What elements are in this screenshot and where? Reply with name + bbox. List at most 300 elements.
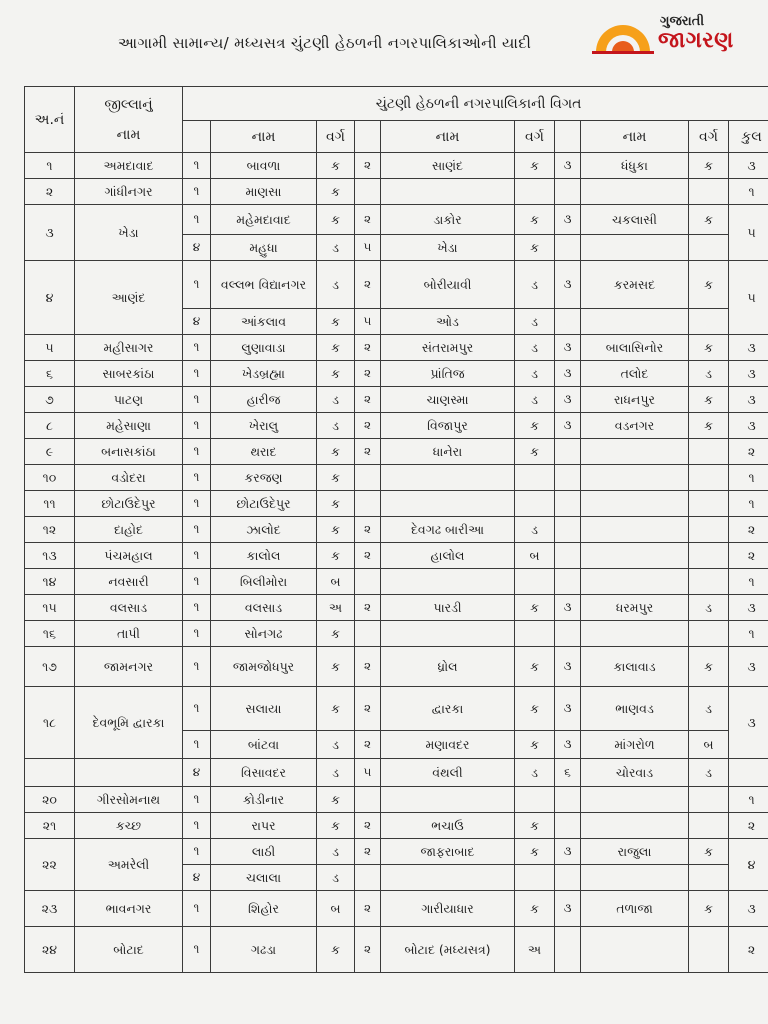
class-cell: ડ [515,759,555,787]
num-cell [555,235,581,261]
class-cell [515,621,555,647]
class-cell [689,865,729,891]
num-cell: ૨ [355,927,381,973]
class-cell [689,927,729,973]
class-cell: ક [317,335,355,361]
table-row [25,927,768,973]
num-cell: ૧ [183,153,211,179]
class-cell: ક [317,647,355,687]
name-cell [381,621,515,647]
district-cell [75,759,183,787]
serial-cell: ૧૨ [25,517,75,543]
class-cell [515,787,555,813]
total-cell: ૧ [729,787,768,813]
name-cell: રાપર [211,813,317,839]
total-cell: ૩ [729,647,768,687]
num-cell [355,465,381,491]
district-cell: દાહોદ [75,517,183,543]
name-cell: બાવળા [211,153,317,179]
name-cell [381,569,515,595]
name-cell: ખેરાલુ [211,413,317,439]
district-cell: તાપી [75,621,183,647]
name-cell: ધ્રોલ [381,647,515,687]
name-cell [581,621,689,647]
class-cell: ડ [317,839,355,865]
num-cell: ૨ [355,517,381,543]
name-cell: કરમસદ [581,261,689,309]
class-header-3: વર્ગ [689,121,729,153]
class-cell: ડ [515,335,555,361]
page-title: આગામી સામાન્ય/ મધ્યસત્ર ચુંટણી હેઠળની નગરપાલિકાઓની યાદી [118,34,532,52]
gujarati-jagran-logo [592,14,757,56]
total-cell: ૪ [729,839,768,891]
district-cell: છોટાઉદેપુર [75,491,183,517]
total-header: કુલ [729,121,768,153]
total-cell: ૫ [729,205,768,261]
serial-cell: ૧૦ [25,465,75,491]
total-cell: ૩ [729,335,768,361]
num-cell: ૧ [183,517,211,543]
num-cell: ૩ [555,731,581,759]
name-cell: સોનગઢ [211,621,317,647]
total-cell: ૨ [729,543,768,569]
sun-logo-icon [592,18,654,54]
name-cell [581,543,689,569]
class-cell: ક [317,205,355,235]
num-cell: ૨ [355,387,381,413]
serial-cell: ૧૪ [25,569,75,595]
class-cell: ડ [317,731,355,759]
num-cell: ૧ [183,543,211,569]
total-cell: ૩ [729,387,768,413]
class-cell: ડ [317,261,355,309]
num-cell: ૪ [183,309,211,335]
class-cell [689,621,729,647]
logo-big-text: જાગરણ [658,28,734,53]
name-cell: ચોરવાડ [581,759,689,787]
name-cell: ઝાલોદ [211,517,317,543]
table-row [25,413,768,439]
district-cell: ગીરસોમનાથ [75,787,183,813]
class-cell: ક [689,387,729,413]
name-cell: સંતરામપુર [381,335,515,361]
serial-cell: ૪ [25,261,75,335]
class-cell: ક [689,335,729,361]
table-body [25,153,768,973]
serial-cell: ૬ [25,361,75,387]
num-cell: ૩ [555,595,581,621]
total-cell: ૧ [729,465,768,491]
name-cell: જાફરાબાદ [381,839,515,865]
serial-cell: ૨૦ [25,787,75,813]
num-cell [555,813,581,839]
class-cell: ક [515,731,555,759]
num-cell: ૧ [183,595,211,621]
num-cell: ૩ [555,335,581,361]
class-cell [689,179,729,205]
num-cell: ૧ [183,891,211,927]
num-cell [555,621,581,647]
class-cell [689,465,729,491]
name-cell [381,787,515,813]
table-row [25,153,768,179]
district-cell: અમરેલી [75,839,183,891]
num-cell [555,491,581,517]
num-cell [555,865,581,891]
class-cell: ક [317,179,355,205]
num-cell: ૨ [355,153,381,179]
num-cell: ૧ [183,731,211,759]
total-cell: ૩ [729,891,768,927]
serial-cell [25,759,75,787]
class-cell: ક [317,465,355,491]
num-cell: ૩ [555,361,581,387]
class-cell: અ [317,595,355,621]
name-cell: ચકલાસી [581,205,689,235]
num-cell: ૪ [183,759,211,787]
num-cell: ૧ [183,491,211,517]
num-cell [555,787,581,813]
table-row [25,647,768,687]
class-cell: ક [515,687,555,731]
num-cell: ૩ [555,687,581,731]
name-cell [381,865,515,891]
name-cell: કરજણ [211,465,317,491]
class-cell: ક [689,839,729,865]
class-cell: ક [515,439,555,465]
total-cell: ૨ [729,813,768,839]
class-cell: ક [515,153,555,179]
serial-cell: ૮ [25,413,75,439]
name-cell: સલાયા [211,687,317,731]
district-header-line2: નામ [116,126,141,143]
class-cell: ક [515,647,555,687]
name-cell [581,787,689,813]
class-cell: ક [689,261,729,309]
name-cell: ભચાઉ [381,813,515,839]
class-cell: ડ [317,387,355,413]
class-cell [689,787,729,813]
serial-cell: ૫ [25,335,75,361]
name-cell: ધાનેરા [381,439,515,465]
class-cell: બ [317,569,355,595]
num-cell: ૩ [555,261,581,309]
num-cell: ૧ [183,335,211,361]
num-cell: ૨ [355,413,381,439]
total-cell: ૩ [729,361,768,387]
district-cell: વલસાડ [75,595,183,621]
num-cell [555,465,581,491]
table-row [25,335,768,361]
num-cell [355,179,381,205]
total-cell: ૫ [729,261,768,335]
num-cell: ૧ [183,813,211,839]
serial-cell: ૧૭ [25,647,75,687]
district-cell: ખેડા [75,205,183,261]
serial-cell: ૧૩ [25,543,75,569]
table-row [25,595,768,621]
num-cell: ૩ [555,891,581,927]
num-cell: ૨ [355,891,381,927]
class-cell: ડ [689,361,729,387]
num-cell: ૧ [183,387,211,413]
class-cell: ડ [689,595,729,621]
num-header [183,121,211,153]
class-cell [515,465,555,491]
class-cell: ક [317,153,355,179]
class-cell: ક [515,891,555,927]
name-cell: ચલાલા [211,865,317,891]
num-cell: ૨ [355,335,381,361]
serial-cell: ૨ [25,179,75,205]
district-cell: સાબરકાંઠા [75,361,183,387]
name-cell: મહેમદાવાદ [211,205,317,235]
name-header-1: નામ [211,121,317,153]
num-cell: ૬ [555,759,581,787]
name-cell [581,865,689,891]
name-cell: બાલાસિનોર [581,335,689,361]
name-cell [581,179,689,205]
district-cell: નવસારી [75,569,183,595]
class-cell: ક [515,595,555,621]
name-cell: કોડીનાર [211,787,317,813]
name-cell: ધરમપુર [581,595,689,621]
name-header-3: નામ [581,121,689,153]
class-cell: ક [317,813,355,839]
total-cell: ૩ [729,595,768,621]
num-cell: ૩ [555,205,581,235]
name-cell: માંગરોળ [581,731,689,759]
name-cell: લાઠી [211,839,317,865]
class-cell [689,543,729,569]
class-cell: ડ [317,235,355,261]
num-cell: ૧ [183,787,211,813]
num-cell: ૫ [355,759,381,787]
serial-cell: ૧૫ [25,595,75,621]
name-cell: સાણંદ [381,153,515,179]
num-cell [555,309,581,335]
num-cell [555,517,581,543]
class-header-2: વર્ગ [515,121,555,153]
name-cell [381,491,515,517]
class-cell: અ [515,927,555,973]
class-cell: ડ [515,517,555,543]
name-cell: છોટાઉદેપુર [211,491,317,517]
num-cell: ૨ [355,687,381,731]
district-cell: બોટાદ [75,927,183,973]
serial-cell: ૭ [25,387,75,413]
num-header [555,121,581,153]
class-cell: ક [515,413,555,439]
class-cell: ક [317,491,355,517]
class-cell [689,235,729,261]
serial-cell: ૧૬ [25,621,75,647]
num-cell: ૨ [355,731,381,759]
name-cell: વંથલી [381,759,515,787]
num-cell: ૧ [183,413,211,439]
class-cell: ડ [317,759,355,787]
class-cell: ક [689,891,729,927]
num-cell: ૧ [183,465,211,491]
num-cell: ૧ [183,647,211,687]
num-cell: ૩ [555,839,581,865]
num-cell: ૩ [555,387,581,413]
num-cell: ૨ [355,839,381,865]
name-cell [381,465,515,491]
table-row [25,205,768,235]
district-cell: પાટણ [75,387,183,413]
num-cell: ૧ [183,927,211,973]
table-row [25,439,768,465]
table-row [25,621,768,647]
class-cell: ડ [317,413,355,439]
name-cell [581,569,689,595]
district-cell: અમદાવાદ [75,153,183,179]
table-row [25,687,768,731]
num-cell: ૧ [183,569,211,595]
serial-cell: ૩ [25,205,75,261]
num-cell [355,621,381,647]
class-cell: ક [317,787,355,813]
num-cell: ૪ [183,865,211,891]
num-cell: ૧ [183,439,211,465]
class-cell: ક [515,813,555,839]
num-cell [555,569,581,595]
name-cell: તલોદ [581,361,689,387]
name-cell: ધંધુકા [581,153,689,179]
name-cell: વલ્લભ વિદ્યાનગર [211,261,317,309]
total-cell: ૧ [729,179,768,205]
name-cell: બાંટવા [211,731,317,759]
total-cell: ૨ [729,927,768,973]
num-cell: ૧ [183,621,211,647]
table-row [25,361,768,387]
class-cell: ડ [515,261,555,309]
class-header-1: વર્ગ [317,121,355,153]
name-cell: શિહોર [211,891,317,927]
name-cell: દ્વારકા [381,687,515,731]
num-cell: ૫ [355,309,381,335]
name-cell: આંકલાવ [211,309,317,335]
name-cell: ભાણવડ [581,687,689,731]
district-cell: પંચમહાલ [75,543,183,569]
num-cell: ૧ [183,261,211,309]
name-cell: ચાણસ્મા [381,387,515,413]
total-cell: ૩ [729,687,768,759]
total-cell: ૧ [729,569,768,595]
class-cell [515,179,555,205]
name-cell: રાધનપુર [581,387,689,413]
name-cell: મહુધા [211,235,317,261]
num-cell: ૧ [183,687,211,731]
name-cell: પ્રાંતિજ [381,361,515,387]
table-row [25,759,768,787]
details-header: ચુંટણી હેઠળની નગરપાલિકાની વિગત [183,87,768,121]
name-cell: બોટાદ (મધ્યસત્ર) [381,927,515,973]
name-cell: લુણાવાડા [211,335,317,361]
class-cell: ક [515,235,555,261]
name-cell: રાજુલા [581,839,689,865]
class-cell: બ [515,543,555,569]
table-row [25,387,768,413]
num-cell: ૨ [355,205,381,235]
name-cell: વિસાવદર [211,759,317,787]
class-cell: ક [689,205,729,235]
name-cell [581,927,689,973]
class-cell [689,439,729,465]
num-cell: ૨ [355,813,381,839]
class-cell: ડ [515,309,555,335]
district-cell: દેવભૂમિ દ્વારકા [75,687,183,759]
class-cell [689,517,729,543]
num-cell: ૨ [355,543,381,569]
class-cell: ક [317,309,355,335]
total-cell: ૨ [729,517,768,543]
num-cell [555,439,581,465]
num-cell: ૧ [183,179,211,205]
name-cell: કાલાવાડ [581,647,689,687]
class-cell [689,491,729,517]
class-cell [689,309,729,335]
num-cell: ૧ [183,361,211,387]
class-cell: ડ [689,759,729,787]
name-cell: ખેડા [381,235,515,261]
serial-cell: ૧૧ [25,491,75,517]
class-cell: ક [689,647,729,687]
class-cell: ડ [689,687,729,731]
name-cell [381,179,515,205]
name-cell [581,813,689,839]
class-cell: ડ [515,361,555,387]
class-cell: ક [689,153,729,179]
district-cell: આણંદ [75,261,183,335]
table-row [25,465,768,491]
class-cell [515,491,555,517]
name-cell: કાલોલ [211,543,317,569]
name-cell: મણાવદર [381,731,515,759]
num-cell: ૩ [555,153,581,179]
num-cell [555,179,581,205]
serial-cell: ૨૩ [25,891,75,927]
class-cell [689,813,729,839]
name-cell: તળાજા [581,891,689,927]
name-cell: વલસાડ [211,595,317,621]
class-cell: ક [689,413,729,439]
name-cell [581,465,689,491]
num-cell: ૨ [355,439,381,465]
name-cell: ગઢડા [211,927,317,973]
name-cell: વિજાપુર [381,413,515,439]
num-cell: ૩ [555,647,581,687]
district-cell: મહીસાગર [75,335,183,361]
district-cell: બનાસકાંઠા [75,439,183,465]
num-cell: ૩ [555,413,581,439]
table-row [25,569,768,595]
num-cell: ૧ [183,205,211,235]
class-cell: ક [317,687,355,731]
district-cell: કચ્છ [75,813,183,839]
class-cell: ક [317,621,355,647]
serial-cell: ૧ [25,153,75,179]
total-cell: ૩ [729,413,768,439]
num-cell [355,787,381,813]
num-cell [355,491,381,517]
num-header [355,121,381,153]
name-cell [581,439,689,465]
district-header-line1: જીલ્લાનું [104,96,153,113]
class-cell: બ [317,891,355,927]
class-cell: ક [317,517,355,543]
